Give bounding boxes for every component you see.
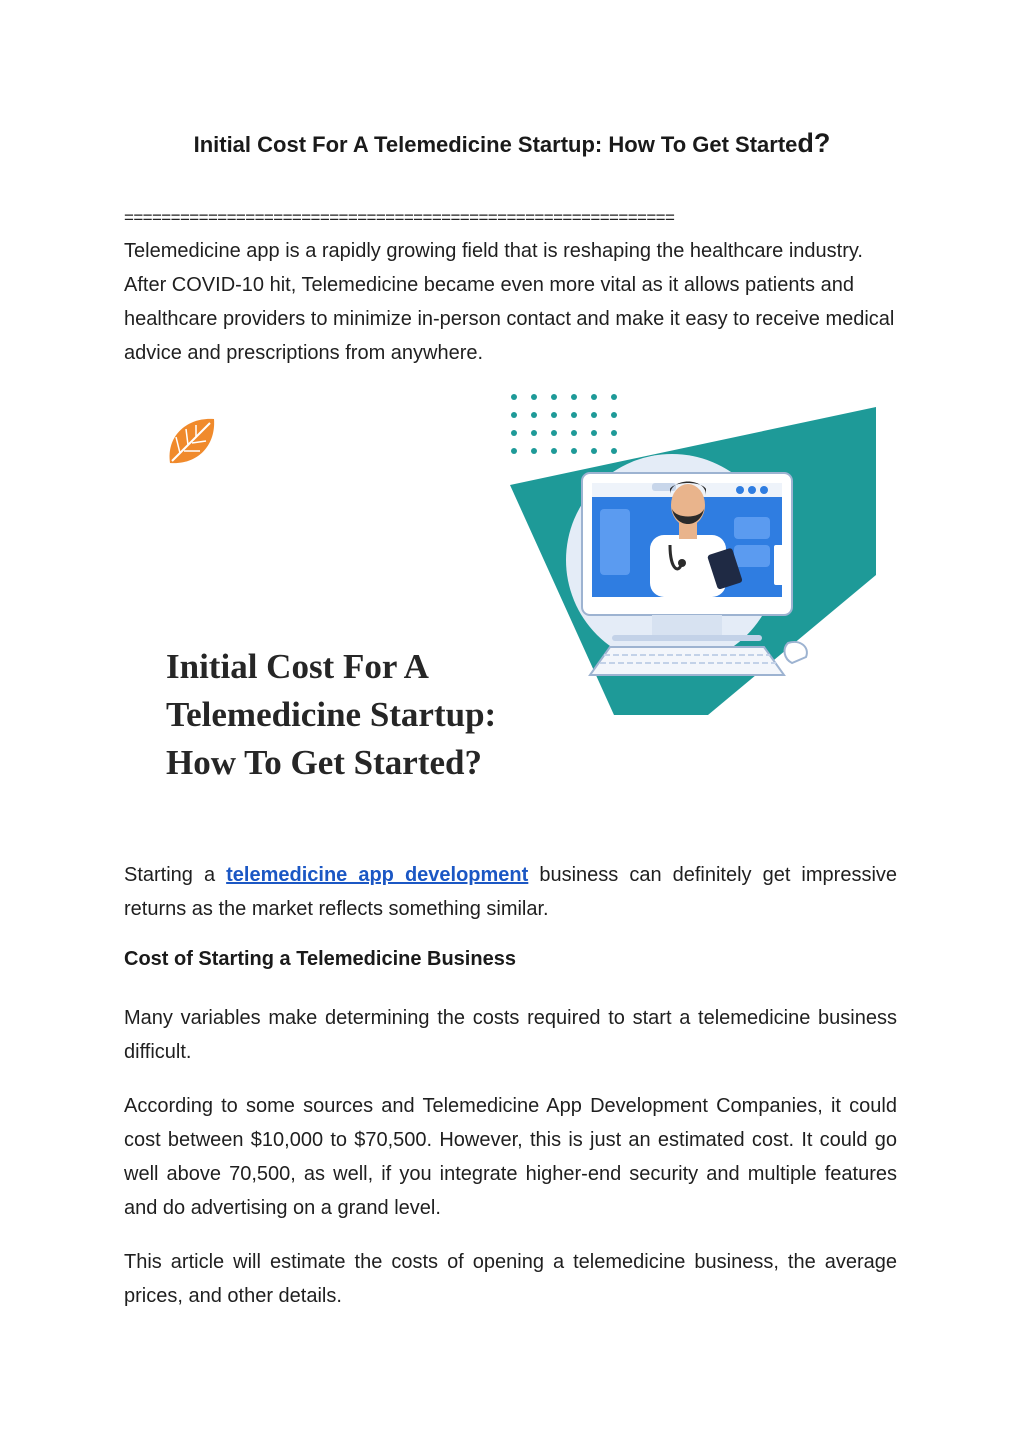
- article-paragraph: This article will estimate the costs of opening a telemedicine business, the average prices, and other details.: [124, 1251, 897, 1307]
- keyboard-icon: [590, 647, 784, 675]
- mouse-icon: [785, 642, 807, 663]
- starting-text-before: Starting a: [124, 864, 227, 886]
- title-tail: d?: [797, 128, 831, 158]
- title-text: Initial Cost For A Telemedicine Startup: How To Get Starte: [193, 132, 798, 157]
- banner-title: [166, 643, 606, 787]
- banner-title-line-1: Initial Cost For A: [166, 647, 429, 686]
- dot-grid-decoration: [511, 394, 617, 454]
- starting-text-after: business can definitely get impressive returns as the market reflects something similar.: [124, 864, 898, 920]
- banner-title-line-3: How To Get Started?: [166, 743, 482, 782]
- intro-paragraph: Telemedicine app is a rapidly growing field that is reshaping the healthcare industry. After COVID-10 hit, Telemedicine became even more vital as it allows patients and healthcare providers to minimize in-person contact and make it easy to receive medical advice and prescriptions from anywhere.: [124, 240, 895, 364]
- article-banner-image: [124, 385, 900, 805]
- document-title: [124, 128, 900, 159]
- sources-paragraph: According to some sources and Telemedicine App Development Companies, it could cost between $10,000 to $70,500. However, this is just an estimated cost. It could go well above 70,500, as well, if you integrate higher-end security and multiple features and do advertising on a grand level.: [124, 1095, 897, 1219]
- separator-line: ===========================================================: [124, 208, 675, 227]
- starting-paragraph: [124, 858, 897, 926]
- leaf-logo-icon: [170, 419, 215, 463]
- variables-paragraph: Many variables make determining the costs required to start a telemedicine business difficult.: [124, 1007, 897, 1063]
- section-heading: Cost of Starting a Telemedicine Business: [124, 948, 516, 970]
- banner-title-line-2: Telemedicine Startup:: [166, 695, 497, 734]
- telemedicine-app-development-link[interactable]: telemedicine app development: [226, 864, 529, 886]
